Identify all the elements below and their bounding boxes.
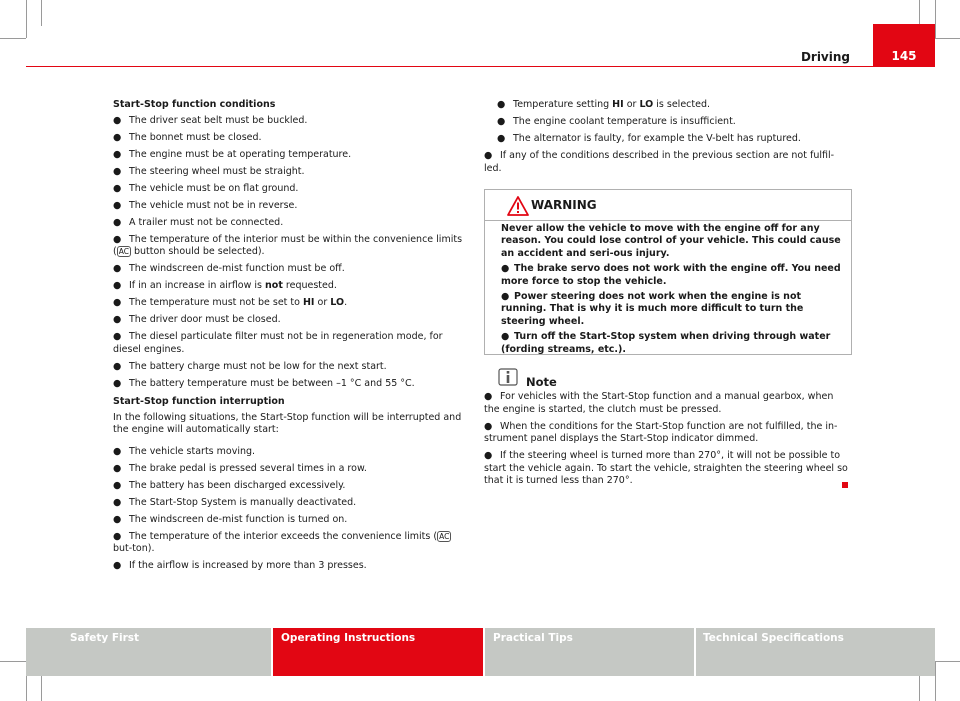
note-item: ● If the steering wheel is turned more than 270°, it will not be possible to start the vehicle again. To start the vehicle, straighten the steering wheel so that it is turned less than 270°. [484,450,848,486]
list-item: ● The brake pedal is pressed several times in a row. [113,462,367,474]
note-body [484,391,849,492]
list-item: ● A trailer must not be connected. [113,216,284,228]
warning-item: ● The brake servo does not work with the engine off. You need more force to stop the vehicle. [501,263,841,287]
ac-key-icon: AC [439,531,450,541]
left-column [113,99,465,577]
section-title: Driving [800,50,850,64]
warning-body [501,223,841,359]
list-item: ● If the airflow is increased by more than 3 presses. [113,560,367,571]
warning-title: WARNING [531,198,597,212]
list-item: ● The windscreen de-mist function must be off. [113,263,345,274]
footer-tab-technical[interactable]: Technical Specifications [696,628,935,676]
list-item: ● The engine coolant temperature is insufficient. [497,116,736,127]
footer-tab-operating[interactable]: Operating Instructions [273,628,483,676]
list-item: ● Temperature setting HI or LO is selected. [497,99,711,110]
list-item: ● The diesel particulate filter must not be in regeneration mode, for diesel engines. [113,331,443,355]
list-item: ● The engine must be at operating temperature. [113,148,352,160]
list-item: ● The Start-Stop System is manually deactivated. [113,496,357,508]
list-item: ● The temperature must not be set to HI or LO. [113,297,348,308]
right-column [484,99,849,180]
note-icon [498,368,518,386]
warning-box [484,189,852,355]
ac-key-icon: AC [118,247,129,256]
list-item: ● The battery temperature must be between –1 °C and 55 °C. [113,377,415,389]
warning-item: ● Power steering does not work when the engine is not running. That is why it is much more difficult to turn the steering wheel. [501,291,804,327]
note-item: ● When the conditions for the Start-Stop function are not fulfilled, the in-strument panel displays the Start-Stop indicator dimmed. [484,420,838,444]
list-item: ● The vehicle must not be in reverse. [113,199,298,211]
list-item: ● The vehicle starts moving. [113,445,256,457]
warning-intro: Never allow the vehicle to move with the engine off for any reason. You could lose control of your vehicle. This could cause an accident and seri-ous injury. [501,223,841,259]
list-item: ● The bonnet must be closed. [113,131,262,143]
list-item: ● If in an increase in airflow is not requested. [113,280,337,291]
list-item: ● The driver door must be closed. [113,314,281,325]
interruption-heading: Start-Stop function interruption [113,396,285,407]
list-item: ● The windscreen de-mist function is turned on. [113,513,348,525]
list-item: ● The battery charge must not be low for the next start. [113,360,387,372]
list-item: ● The temperature of the interior exceeds the convenience limits ( AC but-ton). [113,530,450,554]
header-rule [26,66,935,67]
footer-tab-practical[interactable]: Practical Tips [485,628,694,676]
list-item: ● The battery has been discharged excessively. [113,479,346,491]
page-number: 145 [891,49,917,63]
note-item: ● For vehicles with the Start-Stop function and a manual gearbox, when the engine is started, the clutch must be pressed. [484,391,834,415]
footer-tab-safety[interactable]: Safety First [26,628,271,676]
list-item: ● If any of the conditions described in the previous section are not fulfil-led. [484,150,835,174]
list-item: ● The driver seat belt must be buckled. [113,114,308,126]
note-title: Note [526,375,557,389]
list-item: ● The alternator is faulty, for example the V-belt has ruptured. [497,133,801,144]
list-item: ● The vehicle must be on flat ground. [113,182,299,194]
end-mark [842,482,848,488]
page-number-box [873,24,935,66]
list-item: ● The temperature of the interior must be within the convenience limits ( AC button should be selected). [113,233,463,257]
conditions-heading: Start-Stop function conditions [113,99,276,110]
interruption-intro: In the following situations, the Start-Stop function will be interrupted and the engine will automatically start: [113,411,462,435]
warning-item: ● Turn off the Start-Stop system when driving through water (fording streams, etc.). [501,331,831,355]
warning-triangle-icon [507,196,529,216]
warning-header [485,190,851,221]
list-item: ● The steering wheel must be straight. [113,165,305,177]
